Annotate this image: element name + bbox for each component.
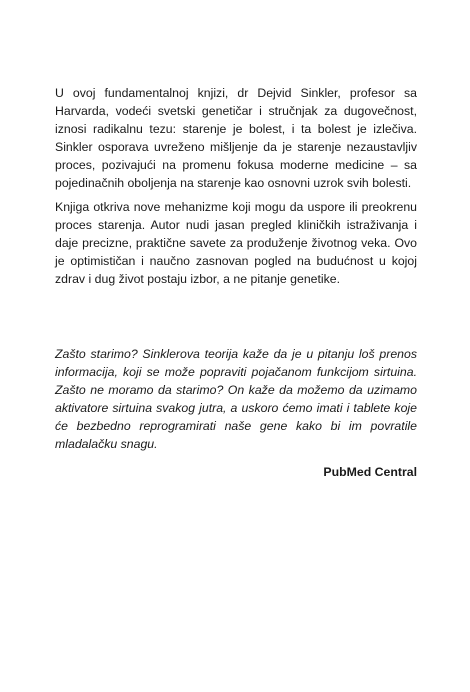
description-paragraph-1: U ovoj fundamentalnoj knjizi, dr Dejvid Sinkler, profesor sa Harvarda, vodeći svetski genetičar i stručnjak za dugovečnost, iznosi radikalnu tezu: starenje je bolest, i ta bolest je izlečiva. Sinkler osporava uvreženo mišljenje da je starenje nezaustavljiv proces, pozivajući na promenu fokusa moderne medicine – sa pojedinačnih oboljenja na starenje kao osnovni uzrok svih bolesti.	[55, 86, 417, 190]
review-quote: Zašto starimo? Sinklerova teorija kaže da je u pitanju loš prenos informacija, koji se može popraviti pojačanom funkcijom sirtuina. Zašto ne moramo da starimo? On kaže da možemo da uzimamo aktivatore sirtuina svakog jutra, a uskoro ćemo imati i tablete koje će bezbedno reprogramirati naše gene kako bi im povratile mladalačku snagu.	[55, 347, 417, 451]
review-source: PubMed Central	[323, 465, 417, 479]
review-quote-block	[55, 345, 417, 481]
book-description	[55, 84, 417, 288]
description-paragraph-2: Knjiga otkriva nove mehanizme koji mogu da uspore ili preokrenu proces starenja. Autor nudi jasan pregled kliničkih istraživanja i daje precizne, praktične savete za produženje životnog veka. Ovo je optimističan i naučno zasnovan pogled na budućnost u kojoj zdrav i dug život postaju izbor, a ne pitanje genetike.	[55, 200, 417, 286]
